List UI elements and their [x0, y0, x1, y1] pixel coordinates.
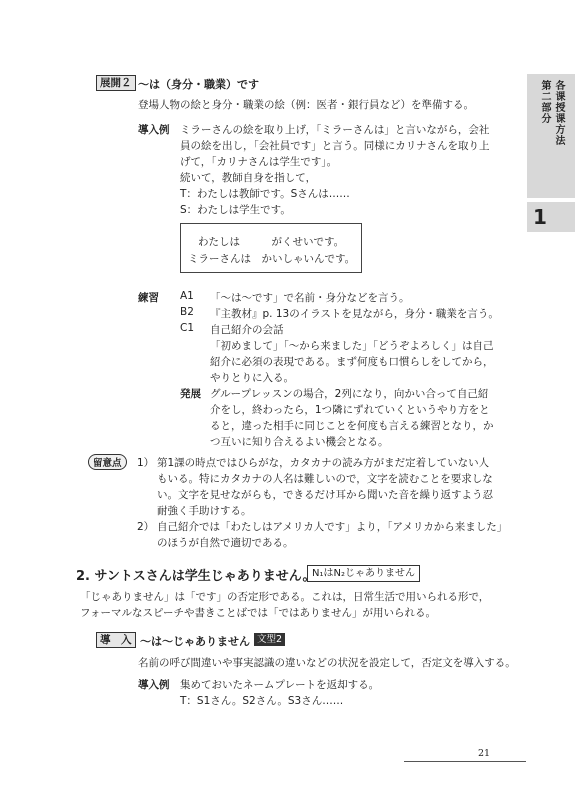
intro-line: 続いて，教師自身を指して， — [180, 172, 317, 184]
section2-pattern-box: N₁はN₂じゃありません — [307, 565, 420, 582]
note2-number: 2） — [137, 521, 155, 533]
footer-rule — [404, 761, 526, 762]
sidebar-section-label: 各课授课方法 — [553, 80, 564, 146]
tenkai2-tag: 展開２ — [96, 75, 136, 91]
hatten-line: グループレッスンの場合，2列になり，向かい合って自己紹 — [210, 388, 489, 400]
practice-text: 「～は～です」で名前・身分などを言う。 — [210, 292, 410, 304]
practice-code: C1 — [180, 322, 195, 334]
practice-text: 自己紹介の会話 — [210, 324, 284, 336]
tenkai2-heading: ～は（身分・職業）です — [138, 78, 259, 91]
bunkei-badge: 文型2 — [254, 633, 285, 646]
practice-code: B2 — [180, 306, 194, 318]
hatten-line: 介をし，終わったら，1つ隣にずれていくというやり方をと — [210, 404, 490, 416]
notes-tag: 留意点 — [88, 454, 127, 470]
sidebar-part-label: 第二部分 — [539, 80, 550, 124]
donyu-heading: ～は～じゃありません — [140, 635, 250, 648]
page-number: 21 — [478, 748, 491, 759]
c1-line: 「初めまして」「～から来ました」「どうぞよろしく」は自己 — [210, 340, 494, 352]
note2-line: 自己紹介では「わたしはアメリカ人です」より，「アメリカから来ました」 — [157, 521, 508, 533]
note1-line: い。文字を見せながらも，できるだけ耳から聞いた音を繰り返すよう忍 — [157, 489, 493, 501]
note1-line: 耐強く手助けする。 — [157, 505, 252, 517]
intro-line: 員の絵を出し，「会社員です」と言う。同様にカリナさんを取り上 — [180, 140, 490, 152]
section2-body-line: フォーマルなスピーチや書きことばでは「ではありません」が用いられる。 — [80, 607, 437, 619]
donyu-intro-line: T：S1さん。S2さん。S3さん…… — [180, 695, 344, 707]
practice-code: A1 — [180, 290, 194, 302]
box-line: ミラーさんは かいしゃいんです。 — [188, 253, 356, 265]
donyu-intro-label: 導入例 — [138, 679, 170, 691]
hatten-line: ると，違った相手に同じことを何度も言える練習となり，か — [210, 420, 494, 432]
sidebar-chapter-number: 1 — [533, 205, 547, 229]
note2-line: のほうが自然で適切である。 — [157, 537, 294, 549]
tenkai2-intro-label: 導入例 — [138, 124, 170, 136]
section2-body-line: 「じゃありません」は「です」の否定形である。これは，日常生活で用いられる形で， — [80, 591, 490, 603]
donyu-tag: 導 入 — [96, 632, 136, 648]
tenkai2-prep: 登場人物の絵と身分・職業の絵（例：医者・銀行員など）を準備する。 — [138, 99, 474, 111]
note1-line: 第1課の時点ではひらがな，カタカナの読み方がまだ定着していない人 — [157, 457, 490, 469]
practice-text: 『主教材』p. 13のイラストを見ながら，身分・職業を言う。 — [210, 308, 499, 320]
hatten-label: 発展 — [180, 388, 201, 400]
donyu-intro-line: 集めておいたネームプレートを返却する。 — [180, 679, 380, 691]
intro-line: ミラーさんの絵を取り上げ，「ミラーさんは」と言いながら，会社 — [180, 124, 490, 136]
practice-label: 練習 — [138, 292, 159, 304]
box-line: わたしは がくせいです。 — [198, 236, 345, 248]
intro-line: げて，「カリナさんは学生です」。 — [180, 156, 338, 168]
intro-line: S：わたしは学生です。 — [180, 204, 291, 216]
section2-title: 2. サントスさんは学生じゃありません。 — [76, 569, 316, 584]
note1-number: 1） — [137, 457, 155, 469]
hatten-line: つ互いに知り合えるよい機会となる。 — [210, 436, 389, 448]
donyu-line: 名前の呼び間違いや事実認識の違いなどの状況を設定して，否定文を導入する。 — [138, 657, 516, 669]
c1-line: 紹介に必須の表現である。まず何度も口慣らしをしてから， — [210, 356, 494, 368]
note1-line: もいる。特にカタカナの人名は難しいので，文字を読むことを要求しな — [157, 473, 493, 485]
c1-line: やりとりに入る。 — [210, 372, 294, 384]
intro-line: T：わたしは教師です。Sさんは…… — [180, 188, 350, 200]
